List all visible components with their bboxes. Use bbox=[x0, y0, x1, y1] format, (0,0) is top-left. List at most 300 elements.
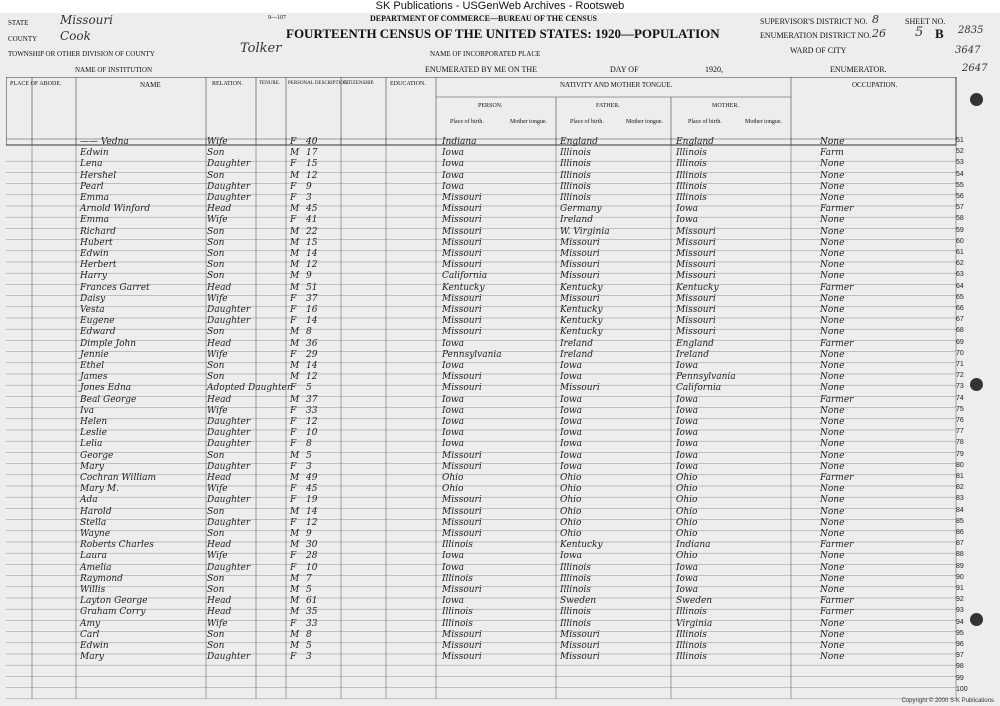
person-occupation: None bbox=[820, 629, 845, 640]
person-sex: M bbox=[290, 573, 300, 584]
row-line-number: 58 bbox=[956, 215, 964, 223]
person-age: 3 bbox=[306, 193, 312, 203]
person-birthplace: Iowa bbox=[442, 181, 465, 192]
binder-hole-middle bbox=[970, 378, 983, 391]
person-occupation: None bbox=[820, 585, 845, 595]
row-line-number: 54 bbox=[956, 170, 964, 178]
father-birthplace: Ireland bbox=[560, 338, 593, 349]
person-sex: F bbox=[290, 461, 297, 472]
person-age: 33 bbox=[306, 618, 318, 629]
person-age: 41 bbox=[306, 215, 318, 226]
person-occupation: Farmer bbox=[820, 607, 854, 618]
col-personal: PERSONAL DESCRIPTION. bbox=[288, 81, 349, 86]
person-age: 10 bbox=[306, 562, 318, 573]
department-line: DEPARTMENT OF COMMERCE—BUREAU OF THE CENSUS bbox=[370, 14, 597, 23]
person-name: Layton George bbox=[80, 596, 148, 607]
person-birthplace: Iowa bbox=[442, 170, 465, 181]
person-occupation: None bbox=[820, 405, 845, 416]
copyright-footer: Copyright © 2000 S-K Publications bbox=[901, 698, 994, 704]
row-line-number: 53 bbox=[956, 159, 964, 167]
person-age: 9 bbox=[306, 181, 312, 192]
person-sex: F bbox=[290, 652, 297, 663]
person-age: 45 bbox=[306, 484, 318, 495]
person-relation: Daughter bbox=[207, 181, 251, 192]
person-age: 14 bbox=[306, 361, 318, 371]
father-birthplace: Missouri bbox=[560, 641, 600, 651]
person-occupation: Farmer bbox=[820, 338, 854, 349]
person-sex: M bbox=[290, 170, 300, 181]
row-line-number: 95 bbox=[956, 629, 964, 637]
mother-birthplace: Iowa bbox=[676, 204, 699, 215]
person-name: Daisy bbox=[80, 293, 106, 304]
father-birthplace: Iowa bbox=[560, 417, 583, 427]
person-age: 51 bbox=[306, 282, 318, 293]
person-occupation: None bbox=[820, 361, 845, 371]
person-name: Lena bbox=[80, 159, 103, 170]
person-sex: M bbox=[290, 473, 300, 483]
archive-banner: SK Publications - USGenWeb Archives - Rootsweb bbox=[0, 0, 1000, 13]
person-occupation: None bbox=[820, 450, 845, 461]
person-relation: Daughter bbox=[207, 439, 251, 450]
row-line-number: 87 bbox=[956, 540, 964, 548]
mother-birthplace: Illinois bbox=[676, 193, 707, 203]
row-line-number: 86 bbox=[956, 529, 964, 536]
person-relation: Son bbox=[207, 170, 225, 181]
person-occupation: None bbox=[820, 193, 845, 203]
father-birthplace: Illinois bbox=[560, 585, 591, 595]
mother-birthplace: Missouri bbox=[676, 260, 716, 271]
mother-birthplace: Iowa bbox=[676, 461, 699, 472]
person-name: Iva bbox=[80, 405, 95, 416]
father-birthplace: Germany bbox=[560, 204, 602, 215]
mother-birthplace: Ohio bbox=[676, 484, 698, 495]
person-birthplace: Missouri bbox=[442, 372, 482, 383]
person-relation: Daughter bbox=[207, 316, 251, 327]
person-name: Ada bbox=[80, 495, 98, 506]
person-age: 15 bbox=[306, 237, 318, 248]
enumeration-district-label: ENUMERATION DISTRICT NO. bbox=[760, 31, 872, 40]
person-birthplace: Iowa bbox=[442, 405, 465, 416]
enumerated-by-label: ENUMERATED BY ME ON THE bbox=[425, 65, 537, 74]
father-birthplace: Ireland bbox=[560, 215, 593, 226]
person-age: 12 bbox=[306, 260, 318, 271]
enumerator-label: ENUMERATOR. bbox=[830, 65, 887, 74]
person-name: Ethel bbox=[80, 361, 105, 371]
person-birthplace: Iowa bbox=[442, 417, 465, 427]
person-age: 19 bbox=[306, 495, 318, 506]
person-name: Herbert bbox=[80, 260, 117, 271]
person-name: Frances Garret bbox=[80, 282, 150, 293]
row-line-number: 73 bbox=[956, 383, 964, 391]
person-name: Roberts Charles bbox=[80, 540, 154, 551]
row-line-number: 63 bbox=[956, 271, 964, 279]
father-birthplace: Illinois bbox=[560, 562, 591, 573]
person-sex: M bbox=[290, 361, 300, 371]
person-sex: M bbox=[290, 327, 300, 338]
mother-birthplace: Illinois bbox=[676, 181, 707, 192]
person-relation: Son bbox=[207, 573, 225, 584]
person-occupation: None bbox=[820, 562, 845, 573]
person-occupation: None bbox=[820, 181, 845, 192]
col-tenure: TENURE. bbox=[259, 81, 280, 86]
father-birthplace: Iowa bbox=[560, 372, 583, 383]
person-birthplace: Illinois bbox=[442, 607, 473, 618]
mother-birthplace: Ohio bbox=[676, 506, 698, 517]
mother-birthplace: California bbox=[676, 383, 722, 394]
col-father-tongue: Mother tongue. bbox=[626, 119, 663, 125]
father-birthplace: Missouri bbox=[560, 249, 600, 259]
person-relation: Son bbox=[207, 361, 225, 371]
person-age: 10 bbox=[306, 428, 318, 439]
father-birthplace: Ohio bbox=[560, 529, 582, 539]
person-birthplace: Iowa bbox=[442, 361, 465, 371]
person-name: Raymond bbox=[80, 573, 123, 584]
person-occupation: None bbox=[820, 641, 845, 651]
person-age: 16 bbox=[306, 305, 318, 315]
mother-birthplace: Illinois bbox=[676, 641, 707, 651]
person-sex: M bbox=[290, 260, 300, 271]
person-age: 14 bbox=[306, 316, 318, 327]
col-relation: RELATION. bbox=[212, 81, 243, 87]
father-birthplace: Missouri bbox=[560, 260, 600, 271]
person-relation: Head bbox=[207, 338, 232, 349]
person-birthplace: Iowa bbox=[442, 551, 465, 562]
person-occupation: None bbox=[820, 495, 845, 506]
person-name: Jones Edna bbox=[80, 383, 132, 394]
father-birthplace: Kentucky bbox=[560, 540, 603, 551]
row-line-number: 66 bbox=[956, 305, 964, 312]
col-nativity: NATIVITY AND MOTHER TONGUE. bbox=[560, 81, 673, 89]
mother-birthplace: Missouri bbox=[676, 327, 716, 338]
person-relation: Son bbox=[207, 506, 225, 517]
township-value: Tolker bbox=[240, 41, 282, 56]
census-title: FOURTEENTH CENSUS OF THE UNITED STATES: 1920—POPULATION bbox=[286, 26, 720, 41]
person-sex: F bbox=[290, 193, 297, 203]
mother-birthplace: Iowa bbox=[676, 215, 699, 226]
person-sex: M bbox=[290, 148, 300, 159]
person-age: 30 bbox=[306, 540, 318, 551]
person-name: Helen bbox=[80, 417, 108, 427]
person-name: Edwin bbox=[80, 249, 109, 259]
row-line-number: 93 bbox=[956, 607, 964, 615]
mother-birthplace: Ohio bbox=[676, 517, 698, 528]
enumeration-district-value: 26 bbox=[872, 27, 886, 40]
person-occupation: None bbox=[820, 439, 845, 450]
person-occupation: Farmer bbox=[820, 473, 854, 483]
day-of-label: DAY OF bbox=[610, 65, 639, 74]
person-sex: M bbox=[290, 607, 300, 618]
person-sex: M bbox=[290, 338, 300, 349]
mother-birthplace: Ohio bbox=[676, 529, 698, 539]
person-sex: F bbox=[290, 137, 297, 147]
person-sex: F bbox=[290, 618, 297, 629]
person-name: Arnold Winford bbox=[80, 204, 151, 215]
father-birthplace: Iowa bbox=[560, 551, 583, 562]
row-line-number: 89 bbox=[956, 562, 964, 570]
person-occupation: None bbox=[820, 316, 845, 327]
row-line-number: 97 bbox=[956, 652, 964, 660]
row-line-number: 51 bbox=[956, 137, 964, 144]
corner-number-3: 2647 bbox=[962, 63, 988, 74]
mother-birthplace: Indiana bbox=[676, 540, 711, 551]
person-name: Willis bbox=[80, 585, 106, 595]
person-occupation: Farmer bbox=[820, 204, 854, 215]
row-line-number: 70 bbox=[956, 349, 964, 357]
year-label: 1920, bbox=[705, 65, 723, 74]
father-birthplace: Illinois bbox=[560, 159, 591, 170]
form-number: 9—107 bbox=[268, 15, 286, 21]
person-birthplace: Missouri bbox=[442, 226, 482, 237]
person-occupation: Farmer bbox=[820, 394, 854, 405]
person-age: 45 bbox=[306, 204, 318, 215]
person-age: 61 bbox=[306, 596, 318, 607]
person-sex: F bbox=[290, 383, 297, 394]
person-relation: Head bbox=[207, 204, 232, 215]
row-line-number: 74 bbox=[956, 394, 964, 402]
person-sex: F bbox=[290, 417, 297, 427]
col-father: FATHER. bbox=[596, 103, 620, 109]
person-age: 17 bbox=[306, 148, 318, 159]
person-occupation: None bbox=[820, 305, 845, 315]
row-line-number: 88 bbox=[956, 551, 964, 559]
person-age: 35 bbox=[306, 607, 318, 618]
mother-birthplace: Illinois bbox=[676, 652, 707, 663]
person-relation: Daughter bbox=[207, 461, 251, 472]
col-occupation: OCCUPATION. bbox=[852, 81, 898, 89]
person-relation: Son bbox=[207, 585, 225, 595]
person-age: 12 bbox=[306, 372, 318, 383]
person-sex: M bbox=[290, 271, 300, 282]
person-age: 5 bbox=[306, 450, 312, 461]
person-sex: M bbox=[290, 540, 300, 551]
row-line-number: 98 bbox=[956, 663, 964, 671]
person-sex: F bbox=[290, 405, 297, 416]
col-mother: MOTHER. bbox=[712, 103, 739, 109]
person-relation: Daughter bbox=[207, 428, 251, 439]
person-age: 8 bbox=[306, 439, 312, 450]
person-birthplace: Missouri bbox=[442, 327, 482, 338]
father-birthplace: Illinois bbox=[560, 181, 591, 192]
person-birthplace: Missouri bbox=[442, 260, 482, 271]
row-line-number: 60 bbox=[956, 237, 964, 245]
row-line-number: 68 bbox=[956, 327, 964, 335]
person-occupation: None bbox=[820, 529, 845, 539]
person-age: 8 bbox=[306, 629, 312, 640]
person-relation: Wife bbox=[207, 137, 228, 147]
person-age: 12 bbox=[306, 517, 318, 528]
person-birthplace: Iowa bbox=[442, 394, 465, 405]
father-birthplace: Kentucky bbox=[560, 327, 603, 338]
person-birthplace: Iowa bbox=[442, 596, 465, 607]
person-relation: Son bbox=[207, 271, 225, 282]
father-birthplace: Kentucky bbox=[560, 305, 603, 315]
mother-birthplace: Missouri bbox=[676, 271, 716, 282]
person-age: 28 bbox=[306, 551, 318, 562]
person-relation: Daughter bbox=[207, 417, 251, 427]
person-name: Laura bbox=[80, 551, 107, 562]
person-occupation: None bbox=[820, 349, 845, 360]
person-birthplace: Missouri bbox=[442, 641, 482, 651]
person-age: 8 bbox=[306, 327, 312, 338]
supervisor-district-value: 8 bbox=[872, 13, 879, 26]
person-name: Lelia bbox=[80, 439, 103, 450]
person-sex: F bbox=[290, 428, 297, 439]
col-citizenship: CITIZENSHIP. bbox=[343, 81, 374, 86]
person-occupation: None bbox=[820, 137, 845, 147]
census-sheet bbox=[0, 13, 1000, 706]
person-name: Mary bbox=[80, 461, 104, 472]
supervisor-district-label: SUPERVISOR'S DISTRICT NO. bbox=[760, 17, 868, 26]
person-occupation: None bbox=[820, 417, 845, 427]
institution-label: NAME OF INSTITUTION bbox=[75, 66, 152, 74]
person-birthplace: Illinois bbox=[442, 618, 473, 629]
father-birthplace: England bbox=[560, 137, 598, 147]
person-name: Beal George bbox=[80, 394, 137, 405]
person-occupation: None bbox=[820, 461, 845, 472]
col-person-birthplace: Place of birth. bbox=[450, 119, 484, 125]
mother-birthplace: Iowa bbox=[676, 573, 699, 584]
mother-birthplace: Sweden bbox=[676, 596, 713, 607]
person-name: Emma bbox=[80, 215, 110, 226]
person-birthplace: Kentucky bbox=[442, 282, 485, 293]
father-birthplace: Ohio bbox=[560, 506, 582, 517]
person-name: Edwin bbox=[80, 148, 109, 159]
mother-birthplace: Missouri bbox=[676, 305, 716, 315]
person-birthplace: Pennsylvania bbox=[442, 349, 502, 360]
row-line-number: 82 bbox=[956, 484, 964, 492]
person-sex: F bbox=[290, 484, 297, 495]
row-line-number: 80 bbox=[956, 461, 964, 469]
person-birthplace: Missouri bbox=[442, 249, 482, 259]
person-occupation: None bbox=[820, 383, 845, 394]
father-birthplace: Ohio bbox=[560, 484, 582, 495]
row-line-number: 61 bbox=[956, 249, 964, 256]
father-birthplace: Missouri bbox=[560, 652, 600, 663]
mother-birthplace: Iowa bbox=[676, 450, 699, 461]
person-occupation: Farm bbox=[820, 148, 844, 159]
mother-birthplace: Missouri bbox=[676, 293, 716, 304]
corner-number-2: 3647 bbox=[955, 45, 981, 56]
person-name: Stella bbox=[80, 517, 107, 528]
person-relation: Wife bbox=[207, 215, 228, 226]
mother-birthplace: Pennsylvania bbox=[676, 372, 736, 383]
person-birthplace: Iowa bbox=[442, 159, 465, 170]
person-sex: M bbox=[290, 226, 300, 237]
person-relation: Daughter bbox=[207, 562, 251, 573]
ward-label: WARD OF CITY bbox=[790, 46, 847, 55]
mother-birthplace: Illinois bbox=[676, 607, 707, 618]
person-age: 5 bbox=[306, 585, 312, 595]
row-line-number: 84 bbox=[956, 506, 964, 514]
person-relation: Head bbox=[207, 282, 232, 293]
person-name: Edward bbox=[80, 327, 116, 338]
person-relation: Son bbox=[207, 327, 225, 338]
person-birthplace: Iowa bbox=[442, 148, 465, 159]
person-relation: Son bbox=[207, 237, 225, 248]
person-birthplace: Iowa bbox=[442, 428, 465, 439]
person-name: Pearl bbox=[80, 181, 104, 192]
person-birthplace: Missouri bbox=[442, 461, 482, 472]
person-sex: M bbox=[290, 204, 300, 215]
mother-birthplace: Ohio bbox=[676, 551, 698, 562]
father-birthplace: Illinois bbox=[560, 170, 591, 181]
county-label: COUNTY bbox=[8, 35, 38, 43]
father-birthplace: Iowa bbox=[560, 394, 583, 405]
col-father-birthplace: Place of birth. bbox=[570, 119, 604, 125]
person-sex: M bbox=[290, 529, 300, 539]
person-occupation: None bbox=[820, 618, 845, 629]
mother-birthplace: Missouri bbox=[676, 237, 716, 248]
person-sex: M bbox=[290, 237, 300, 248]
person-sex: F bbox=[290, 562, 297, 573]
person-age: 40 bbox=[306, 137, 318, 147]
person-relation: Son bbox=[207, 450, 225, 461]
person-occupation: None bbox=[820, 484, 845, 495]
person-birthplace: Missouri bbox=[442, 652, 482, 663]
person-name: Harold bbox=[80, 506, 112, 517]
person-age: 9 bbox=[306, 271, 312, 282]
row-line-number: 57 bbox=[956, 204, 964, 212]
person-name: Mary M. bbox=[80, 484, 119, 495]
person-age: 36 bbox=[306, 338, 318, 349]
person-birthplace: Missouri bbox=[442, 506, 482, 517]
person-occupation: None bbox=[820, 237, 845, 248]
person-name: James bbox=[80, 372, 108, 383]
father-birthplace: Illinois bbox=[560, 607, 591, 618]
person-occupation: None bbox=[820, 551, 845, 562]
row-line-number: 78 bbox=[956, 439, 964, 447]
person-relation: Son bbox=[207, 249, 225, 259]
mother-birthplace: Iowa bbox=[676, 361, 699, 371]
person-relation: Wife bbox=[207, 349, 228, 360]
row-line-number: 85 bbox=[956, 517, 964, 525]
person-occupation: Farmer bbox=[820, 282, 854, 293]
person-relation: Daughter bbox=[207, 495, 251, 506]
row-line-number: 55 bbox=[956, 181, 964, 189]
mother-birthplace: Ireland bbox=[676, 349, 709, 360]
person-relation: Daughter bbox=[207, 193, 251, 203]
mother-birthplace: Illinois bbox=[676, 159, 707, 170]
row-line-number: 99 bbox=[956, 674, 964, 682]
row-line-number: 65 bbox=[956, 293, 964, 301]
person-birthplace: Ohio bbox=[442, 473, 464, 483]
person-birthplace: Indiana bbox=[442, 137, 477, 147]
person-name: Vesta bbox=[80, 305, 105, 315]
person-relation: Son bbox=[207, 529, 225, 539]
person-age: 3 bbox=[306, 461, 312, 472]
person-sex: F bbox=[290, 439, 297, 450]
person-name: Eugene bbox=[80, 316, 115, 327]
person-age: 49 bbox=[306, 473, 318, 483]
row-line-number: 94 bbox=[956, 618, 964, 626]
father-birthplace: Sweden bbox=[560, 596, 597, 607]
binder-hole-top bbox=[970, 93, 983, 106]
row-line-number: 52 bbox=[956, 148, 964, 156]
person-name: Amy bbox=[80, 618, 101, 629]
person-relation: Son bbox=[207, 226, 225, 237]
father-birthplace: Illinois bbox=[560, 148, 591, 159]
person-sex: F bbox=[290, 181, 297, 192]
father-birthplace: Iowa bbox=[560, 428, 583, 439]
father-birthplace: Illinois bbox=[560, 573, 591, 584]
person-relation: Wife bbox=[207, 405, 228, 416]
person-name: Harry bbox=[80, 271, 107, 282]
father-birthplace: Missouri bbox=[560, 271, 600, 282]
person-age: 37 bbox=[306, 394, 318, 405]
person-relation: Wife bbox=[207, 293, 228, 304]
row-line-number: 83 bbox=[956, 495, 964, 503]
person-name: —— Vedna bbox=[80, 137, 129, 147]
